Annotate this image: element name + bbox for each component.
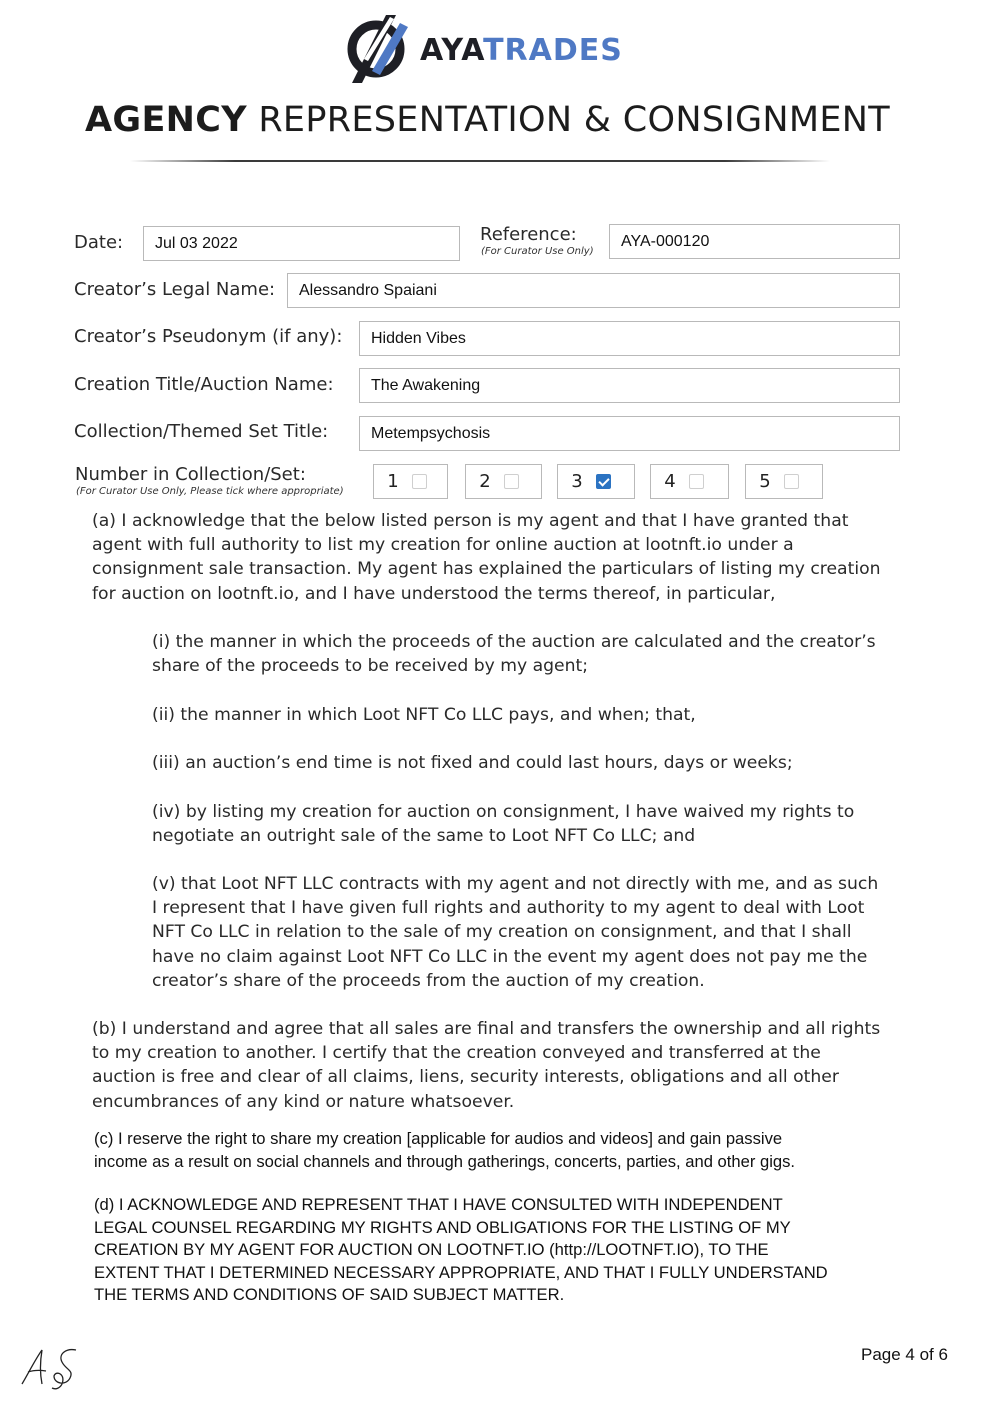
clause-line: consignment sale transaction. My agent has explained the particulars of listing my creation	[92, 559, 881, 580]
legal-name-label: Creator’s Legal Name:	[74, 279, 276, 300]
clause-line: (b) I understand and agree that all sales are final and transfers the ownership and all rights	[92, 1019, 881, 1039]
clause-line: agent with full authority to list my creation for online auction at lootnft.io under a	[92, 535, 794, 556]
clause-line: (d) I ACKNOWLEDGE AND REPRESENT THAT I HAVE CONSULTED WITH INDEPENDENT	[94, 1195, 783, 1214]
number-option-label: 4	[664, 471, 676, 492]
clause-line: (iv) by listing my creation for auction on consignment, I have waived my rights to	[152, 802, 855, 822]
clause-line: LEGAL COUNSEL REGARDING MY RIGHTS AND OBLIGATIONS FOR THE LISTING OF MY	[94, 1217, 791, 1237]
clause-d	[94, 1194, 934, 1307]
clause-line: share of the proceeds to be received by my agent;	[152, 656, 589, 677]
pseudonym-label: Creator’s Pseudonym (if any):	[74, 326, 343, 347]
clause-a	[92, 509, 922, 606]
clause-line: creator’s share of the proceeds from the auction of my creation.	[152, 970, 705, 991]
clause-a-i	[152, 630, 932, 678]
number-option-2[interactable]	[465, 464, 542, 499]
clause-line: negotiate an outright sale of the same to Loot NFT Co LLC; and	[152, 826, 696, 847]
number-checkbox[interactable]	[504, 474, 519, 489]
number-label: Number in Collection/Set:	[75, 464, 306, 485]
clause-line: CREATION BY MY AGENT FOR AUCTION ON LOOTNFT.IO (http://LOOTNFT.IO), TO THE	[94, 1240, 769, 1259]
number-checkbox[interactable]	[784, 474, 799, 489]
brand-name	[420, 33, 623, 68]
clause-line: (c) I reserve the right to share my creation [applicable for audios and videos] and gain passive	[94, 1129, 783, 1148]
clause-line: (i) the manner in which the proceeds of the auction are calculated and the creator’s	[152, 632, 876, 652]
number-option-5[interactable]	[745, 464, 823, 499]
clause-b	[92, 1017, 922, 1114]
clause-line: for auction on lootnft.io, and I have understood the terms thereof, in particular,	[92, 583, 776, 604]
collection-label: Collection/Themed Set Title:	[74, 421, 329, 442]
number-option-4[interactable]	[650, 464, 729, 499]
signature-initials	[18, 1344, 88, 1392]
reference-note: (For Curator Use Only)	[481, 246, 594, 257]
number-checkbox-checked[interactable]	[596, 474, 611, 489]
clause-line: EXTENT THAT I DETERMINED NECESSARY APPROPRIATE, AND THAT I FULLY UNDERSTAND	[94, 1262, 828, 1282]
number-option-label: 5	[759, 471, 771, 492]
clause-line: (a) I acknowledge that the below listed person is my agent and that I have granted that	[92, 511, 849, 531]
clause-a-iii	[152, 751, 932, 775]
creation-title-label: Creation Title/Auction Name:	[74, 374, 334, 395]
creation-title-field[interactable]: The Awakening	[359, 368, 900, 403]
clause-a-iv	[152, 800, 932, 848]
number-note: (For Curator Use Only, Please tick where appropriate)	[76, 486, 344, 497]
clause-line: (ii) the manner in which Loot NFT Co LLC pays, and when; that,	[152, 705, 696, 725]
clause-line: have no claim against Loot NFT Co LLC in the event my agent does not pay me the	[152, 946, 868, 967]
legal-name-field[interactable]: Alessandro Spaiani	[287, 273, 900, 308]
number-option-label: 1	[387, 471, 399, 492]
number-checkbox[interactable]	[689, 474, 704, 489]
date-field[interactable]: Jul 03 2022	[143, 226, 460, 261]
document-title-bold: AGENCY	[85, 100, 247, 140]
number-checkbox[interactable]	[412, 474, 427, 489]
page-number: Page 4 of 6	[861, 1345, 948, 1364]
clause-a-v	[152, 872, 932, 993]
number-option-3[interactable]	[557, 464, 635, 499]
reference-label: Reference:	[480, 224, 577, 245]
clause-line: to my creation to another. I certify that the creation conveyed and transferred at the	[92, 1043, 821, 1064]
date-label: Date:	[74, 232, 124, 253]
ayatrades-logo-icon	[346, 9, 412, 87]
title-divider	[130, 160, 830, 162]
clause-c	[94, 1128, 934, 1173]
clause-line: encumbrances of any kind or nature whatsoever.	[92, 1091, 515, 1112]
clause-line: NFT Co LLC in relation to the sale of my creation on consignment, and that I shall	[152, 922, 852, 943]
clause-line: I represent that I have given full rights and authority to my agent to deal with Loot	[152, 898, 865, 919]
clause-line: (iii) an auction’s end time is not fixed and could last hours, days or weeks;	[152, 753, 793, 773]
pseudonym-field[interactable]: Hidden Vibes	[359, 321, 900, 356]
document-title-rest: REPRESENTATION & CONSIGNMENT	[246, 100, 890, 140]
collection-field[interactable]: Metempsychosis	[359, 416, 900, 451]
document-title	[0, 100, 975, 140]
reference-field[interactable]: AYA-000120	[609, 224, 900, 259]
number-option-label: 2	[479, 471, 491, 492]
clause-line: income as a result on social channels and through gatherings, concerts, parties, and other gigs.	[94, 1151, 796, 1171]
clause-a-ii	[152, 703, 932, 727]
number-option-label: 3	[571, 471, 583, 492]
brand-name-part1: AYA	[420, 32, 484, 68]
brand-logo	[346, 8, 623, 88]
clause-line: (v) that Loot NFT LLC contracts with my agent and not directly with me, and as such	[152, 874, 879, 894]
brand-name-part2: TRADES	[483, 32, 623, 68]
clause-line: auction is free and clear of all claims, liens, security interests, obligations and all other	[92, 1067, 839, 1088]
number-option-1[interactable]	[373, 464, 448, 499]
clause-line: THE TERMS AND CONDITIONS OF SAID SUBJECT MATTER.	[94, 1285, 565, 1304]
